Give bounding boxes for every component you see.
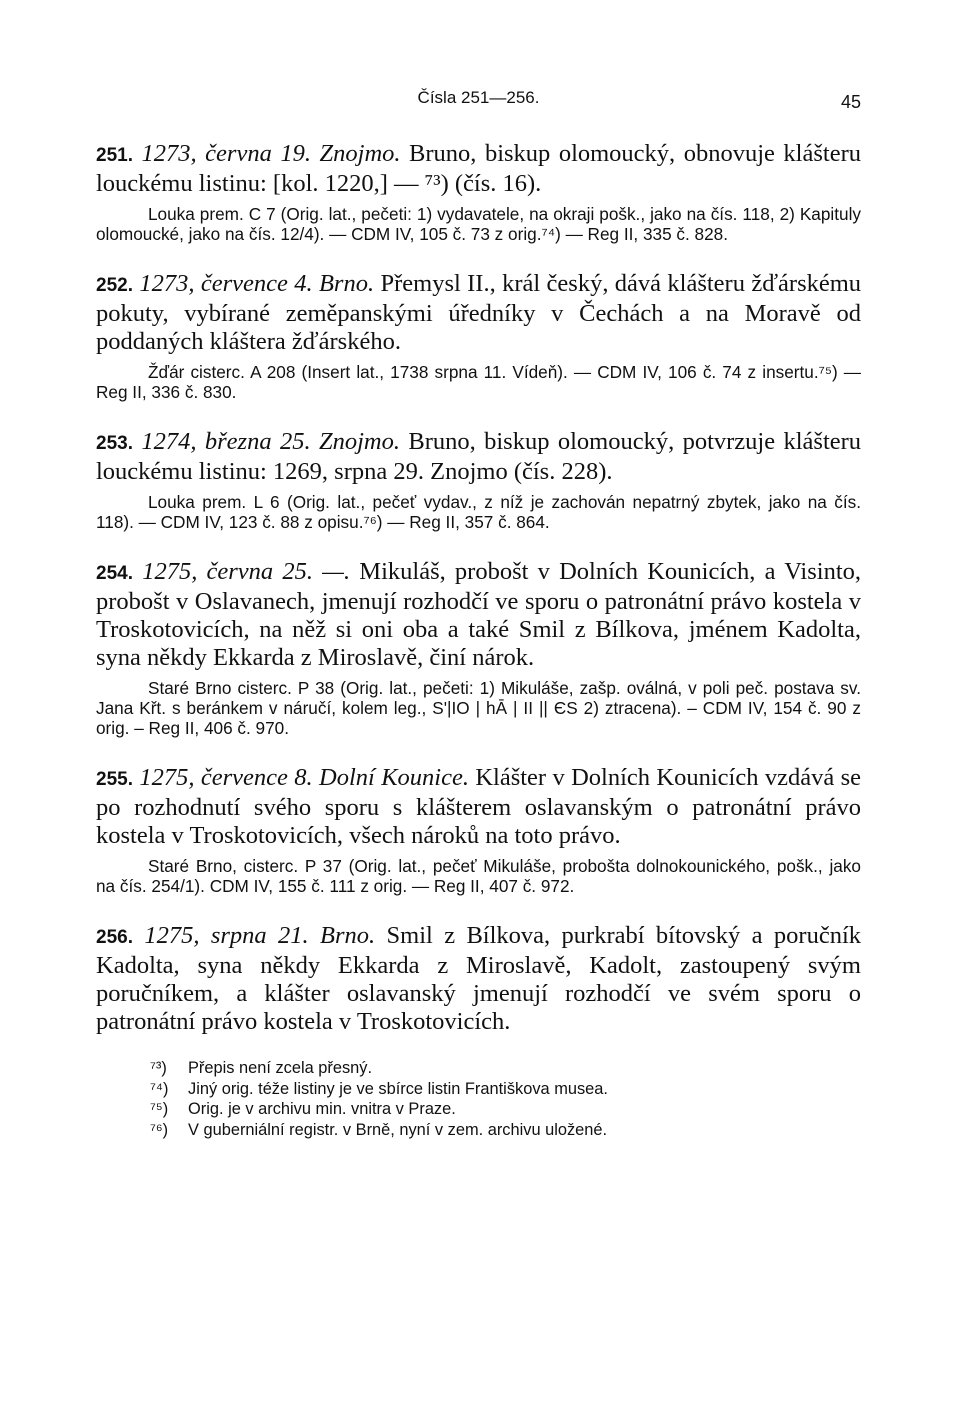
entry-number: 253. [96, 433, 133, 454]
entry-regest [96, 764, 861, 850]
entry-regest [96, 922, 861, 1036]
entry-text: Bruno, biskup olomoucký, potvrzuje klášteru louckému listinu: 1269, srpna 29. Znojmo (čís. 228). [96, 428, 862, 485]
footnote-mark: ⁷⁶) [150, 1120, 169, 1139]
footnotes [150, 1058, 861, 1140]
running-title: Čísla 251—256. [417, 88, 540, 107]
entry-regest [96, 558, 861, 672]
entry-256 [96, 922, 861, 1036]
entry-source-note: Louka prem. L 6 (Orig. lat., pečeť vydav., z níž je zachován nepatrný zbytek, jako na čís. 118). — CDM IV, 123 č. 88 z opisu.⁷⁶) — Reg II, 357 č. 864. [96, 492, 861, 532]
footnote-mark: ⁷⁴) [150, 1079, 169, 1098]
entry-source-note: Žďár cisterc. A 208 (Insert lat., 1738 srpna 11. Vídeň). — CDM IV, 106 č. 74 z insertu.⁷⁵) — Reg II, 336 č. 830. [96, 362, 861, 402]
entry-252 [96, 270, 861, 402]
footnote-text: V guberniální registr. v Brně, nyní v zem. archivu uložené. [188, 1120, 608, 1139]
entry-number: 256. [96, 927, 133, 948]
entry-date-place: 1273, července 4. Brno. [139, 270, 375, 297]
entry-255 [96, 764, 861, 896]
entry-date-place: 1275, srpna 21. Brno. [144, 922, 376, 949]
entry-date-place: 1274, března 25. Znojmo. [141, 428, 400, 455]
entry-text: Mikuláš, probošt v Dolních Kounicích, a Visinto, probošt v Oslavanech, jmenují rozhodčí ve sporu o patronátní právo kostela v Troskotovicích, na něž si oni oba a také Smil z Bílkova, jménem Kadolta, syna někdy Ekkarda z Miroslavě, činí nárok. [96, 558, 861, 671]
entry-number: 251. [96, 145, 133, 166]
entry-source-note: Louka prem. C 7 (Orig. lat., pečeti: 1) vydavatele, na okraji pošk., jako na čís. 118, 2) Kapituly olomoucké, jako na čís. 12/4). — CDM IV, 105 č. 73 z orig.⁷⁴) — Reg II, 335 č. 828. [96, 204, 861, 244]
footnote-text: Jiný orig. téže listiny je ve sbírce listin Františkova musea. [188, 1079, 608, 1098]
entry-source-note: Staré Brno, cisterc. P 37 (Orig. lat., pečeť Mikuláše, probošta dolnokounického, pošk., jako na čís. 254/1). CDM IV, 155 č. 111 z orig. — Reg II, 407 č. 972. [96, 856, 861, 896]
footnote [150, 1079, 861, 1100]
entry-text: Přemysl II., král český, dává klášteru žďárskému pokuty, vybírané zeměpanskými úředníky v Čechách a na Moravě od poddaných kláštera žďárského. [96, 270, 862, 355]
footnote-mark: ⁷⁵) [150, 1100, 169, 1118]
entry-251 [96, 140, 861, 244]
entry-source-note: Staré Brno cisterc. P 38 (Orig. lat., pečeti: 1) Mikuláše, zašp. oválná, v poli peč. postava sv. Jana Křt. s beránkem v náručí, kolem leg., S'|IO | hĀ | II || ЄS 2) ztracena). – CDM IV, 154 č. 90 z orig. – Reg II, 406 č. 970. [96, 678, 861, 738]
page-number: 45 [840, 92, 861, 112]
footnote-mark: ⁷³) [150, 1059, 167, 1077]
page-header [96, 84, 861, 114]
entry-text: Smil z Bílkova, purkrabí bítovský a poručník Kadolta, syna někdy Ekkarda z Miroslavě, Kadolt, zastoupený svým poručníkem, a klášter oslavanský jmenují rozhodčí ve svém sporu o patronátní právo kostela v Troskotovicích. [96, 922, 861, 1035]
entry-number: 252. [96, 275, 133, 296]
footnote [150, 1120, 861, 1141]
entry-text: Bruno, biskup olomoucký, obnovuje klášteru louckému listinu: [kol. 1220,] — ⁷³) (čís. 16). [96, 140, 861, 197]
entry-253 [96, 428, 861, 532]
document-page [96, 84, 861, 1140]
entry-text: Klášter v Dolních Kounicích vzdává se po rozhodnutí svého sporu s klášterem oslavanským o patronátní právo kostela v Troskotovicích, všech nároků na toto právo. [96, 764, 861, 849]
entry-254 [96, 558, 861, 738]
entry-date-place: 1273, června 19. Znojmo. [141, 140, 401, 167]
entry-regest [96, 270, 861, 356]
footnote-text: Orig. je v archivu min. vnitra v Praze. [188, 1100, 456, 1118]
entry-date-place: 1275, června 25. —. [142, 558, 351, 585]
entry-regest [96, 140, 861, 198]
footnote [150, 1058, 861, 1079]
entry-date-place: 1275, července 8. Dolní Kounice. [139, 764, 469, 791]
entry-number: 255. [96, 769, 133, 790]
footnote-text: Přepis není zcela přesný. [188, 1059, 373, 1077]
entry-regest [96, 428, 861, 486]
entry-number: 254. [96, 563, 133, 584]
footnote [150, 1099, 861, 1120]
